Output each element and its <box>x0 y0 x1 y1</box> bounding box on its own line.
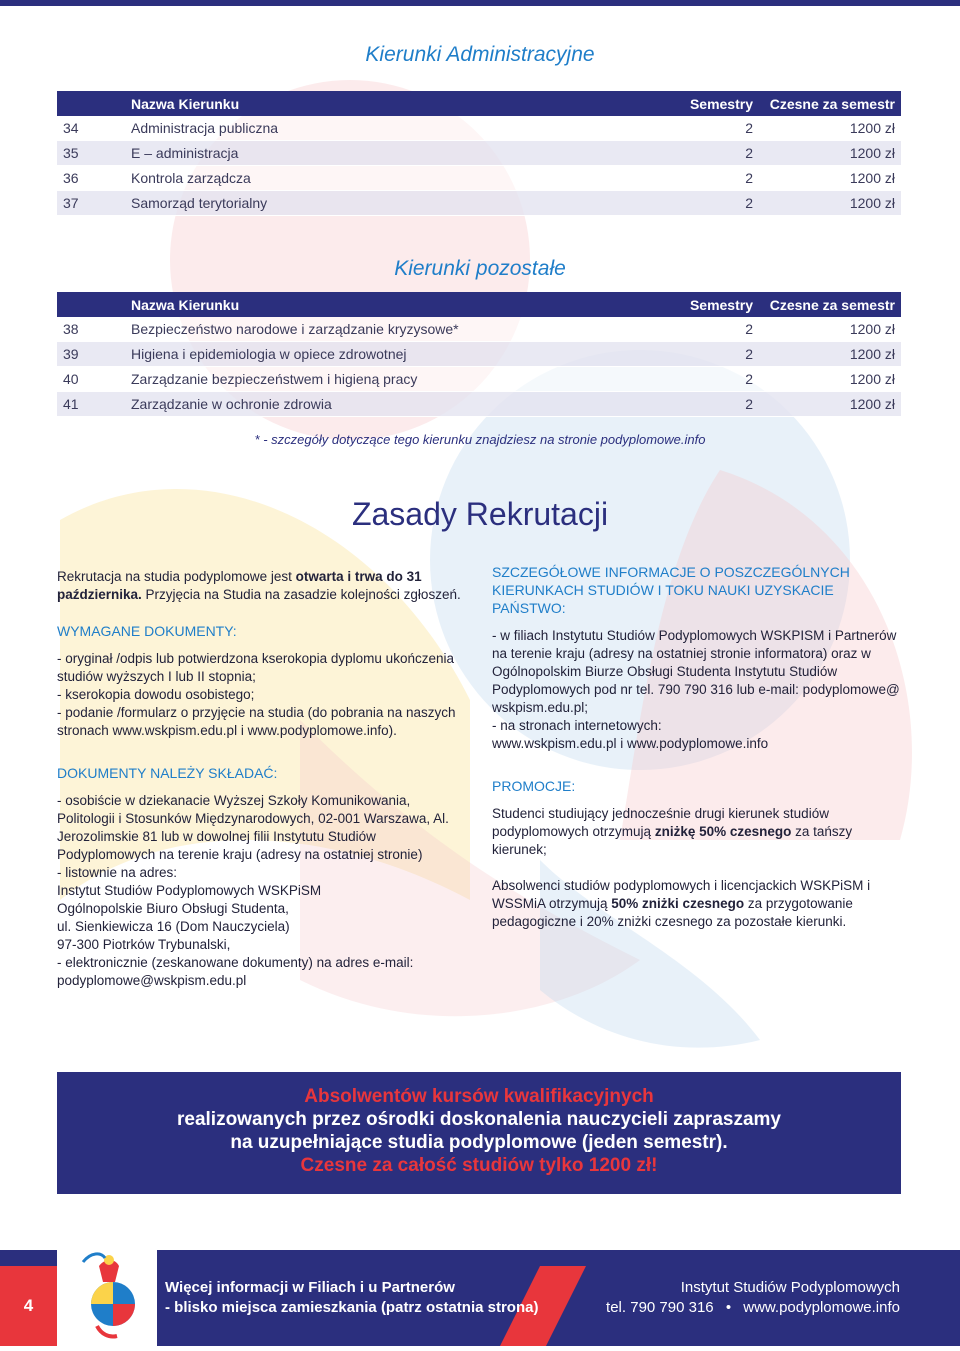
row-number: 36 <box>57 166 125 191</box>
info-line: - na stronach internetowych: <box>492 718 662 733</box>
docs-line: - kserokopia dowodu osobistego; <box>57 687 255 702</box>
intro-text-bold: otwarta i trwa do 31 października. <box>57 569 422 602</box>
row-semesters: 2 <box>663 367 759 392</box>
row-fee: 1200 zł <box>759 116 901 141</box>
docs-line: - podanie /formularz o przyjęcie na studia (do pobrania na naszych stronach www.wskpism.edu.pl i www.podyplomowe.info). <box>57 705 456 738</box>
banner-line-1: Absolwentów kursów kwalifikacyjnych <box>304 1086 654 1107</box>
row-fee: 1200 zł <box>759 367 901 392</box>
info-line: www.wskpism.edu.pl i www.podyplomowe.info <box>492 736 769 751</box>
intro-text-a: Rekrutacja na studia podyplomowe jest <box>57 569 296 584</box>
submit-heading: DOKUMENTY NALEŻY SKŁADAĆ: <box>57 765 278 781</box>
page-number: 4 <box>0 1266 57 1346</box>
row-fee: 1200 zł <box>759 191 901 216</box>
row-number: 39 <box>57 342 125 367</box>
admin-table <box>57 91 901 216</box>
row-semesters: 2 <box>663 191 759 216</box>
submit-line: 97-300 Piotrków Trybunalski, <box>57 937 231 952</box>
promo1-text-b: za tańszy kierunek; <box>492 824 853 857</box>
admin-section-title: Kierunki Administracyjne <box>365 43 595 66</box>
row-fee: 1200 zł <box>759 141 901 166</box>
header-name: Nazwa Kierunku <box>125 292 663 317</box>
submit-line: - listownie na adres: <box>57 865 178 880</box>
docs-heading: WYMAGANE DOKUMENTY: <box>57 623 237 639</box>
bullet-icon: • <box>725 1299 732 1316</box>
submit-line: - elektronicznie (zeskanowane dokumenty) na adres e-mail: podyplomowe@wskpism.edu.pl <box>57 955 414 988</box>
row-name: E – administracja <box>125 141 663 166</box>
row-semesters: 2 <box>663 166 759 191</box>
table-row <box>57 166 901 191</box>
docs-list <box>57 650 462 740</box>
promo1-text-bold: zniżkę 50% czesnego <box>654 824 792 839</box>
right-column <box>492 563 900 931</box>
promo-banner <box>57 1072 901 1194</box>
row-name: Samorząd terytorialny <box>125 191 663 216</box>
row-semesters: 2 <box>663 116 759 141</box>
promo1-text-a: Studenci studiujący jednocześnie drugi kierunek studiów podyplomowych otrzymują <box>492 806 829 839</box>
row-fee: 1200 zł <box>759 342 901 367</box>
row-number: 41 <box>57 392 125 417</box>
info-heading: SZCZEGÓŁOWE INFORMACJE O POSZCZEGÓLNYCH KIERUNKACH STUDIÓW I TOKU NAUKI UZYSKACIE PAŃSTWO: <box>492 564 850 616</box>
header-semesters: Semestry <box>663 292 759 317</box>
table-row <box>57 317 901 342</box>
header-num <box>57 91 125 116</box>
footer-info <box>165 1278 538 1318</box>
row-fee: 1200 zł <box>759 317 901 342</box>
table-row <box>57 392 901 417</box>
footer-contact-line <box>606 1298 900 1318</box>
header-fee: Czesne za semestr <box>759 91 901 116</box>
row-semesters: 2 <box>663 392 759 417</box>
promo2-text-b: za przygotowanie pedagogiczne i 20% zniżki czesnego za pozostałe kierunki. <box>492 896 853 929</box>
promo-heading: PROMOCJE: <box>492 778 576 794</box>
row-semesters: 2 <box>663 342 759 367</box>
footer-info-line-2: - blisko miejsca zamieszkania (patrz ostatnia strona) <box>165 1299 539 1316</box>
row-semesters: 2 <box>663 141 759 166</box>
row-semesters: 2 <box>663 317 759 342</box>
header-semesters: Semestry <box>663 91 759 116</box>
promo2-text-bold: 50% zniżki czesnego <box>611 896 745 911</box>
table-row <box>57 342 901 367</box>
footer-contact <box>606 1278 900 1318</box>
footer-website-link[interactable]: www.podyplomowe.info <box>743 1299 900 1316</box>
left-column <box>57 568 462 990</box>
header-fee: Czesne za semestr <box>759 292 901 317</box>
docs-line: - oryginał /odpis lub potwierdzona kserokopia dyplomu ukończenia studiów wyższych I lub II stopnia; <box>57 651 454 684</box>
table-row <box>57 367 901 392</box>
banner-line-4: Czesne za całość studiów tylko 1200 zł! <box>300 1155 658 1176</box>
table-row <box>57 141 901 166</box>
table-header-row <box>57 292 901 317</box>
submit-line: - osobiście w dziekanacie Wyższej Szkoły Komunikowania, Politologii i Stosunków Międzynarodowych, 02-001 Warszawa, Al. Jerozolimskie 81 lub w dowolnej filii Instytutu Studiów Podyplomowych na terenie kraju (adresy na ostatniej stronie) <box>57 793 449 862</box>
promo-paragraph-1 <box>492 805 900 859</box>
footnote: * - szczegóły dotyczące tego kierunku znajdziesz na stronie podyplomowe.info <box>254 432 706 447</box>
submit-line: ul. Sienkiewicza 16 (Dom Nauczyciela) <box>57 919 290 934</box>
intro-text-b: Przyjęcia na Studia na zasadzie kolejności zgłoszeń. <box>141 587 461 602</box>
submit-line: Instytut Studiów Podyplomowych WSKPiSM <box>57 883 322 898</box>
footer-info-line-1: Więcej informacji w Filiach i u Partnerów <box>165 1279 455 1296</box>
info-list <box>492 627 900 753</box>
submit-line: Ogólnopolskie Biuro Obsługi Studenta, <box>57 901 289 916</box>
intro-paragraph <box>57 568 462 604</box>
promo-paragraph-2 <box>492 877 900 931</box>
row-number: 37 <box>57 191 125 216</box>
other-section-title: Kierunki pozostałe <box>394 257 566 280</box>
submit-list <box>57 792 462 990</box>
logo-icon <box>57 1222 157 1346</box>
other-table <box>57 292 901 417</box>
info-line: - w filiach Instytutu Studiów Podyplomowych WSKPISM i Partnerów na terenie kraju (adresy na ostatniej stronie informatora) oraz w Ogólnopolskim Biurze Obsługi Studenta Instytutu Studiów Podyplomowych pod nr tel. 790 790 316 lub e-mail: podyplomowe@ wskpism.edu.pl; <box>492 628 900 715</box>
row-number: 34 <box>57 116 125 141</box>
promo2-text-a: Absolwenci studiów podyplomowych i licencjackich WSKPiSM i WSSMiA otrzymują <box>492 878 871 911</box>
banner-line-2: realizowanych przez ośrodki doskonalenia nauczycieli zapraszamy <box>176 1109 781 1130</box>
recruitment-title: Zasady Rekrutacji <box>351 496 609 532</box>
row-name: Kontrola zarządcza <box>125 166 663 191</box>
row-name: Zarządzanie bezpieczeństwem i higieną pracy <box>125 367 663 392</box>
footer-institute: Instytut Studiów Podyplomowych <box>680 1279 900 1296</box>
logo <box>57 1222 157 1346</box>
row-name: Administracja publiczna <box>125 116 663 141</box>
row-name: Bezpieczeństwo narodowe i zarządzanie kryzysowe* <box>125 317 663 342</box>
row-name: Zarządzanie w ochronie zdrowia <box>125 392 663 417</box>
row-fee: 1200 zł <box>759 392 901 417</box>
table-header-row <box>57 91 901 116</box>
row-name: Higiena i epidemiologia w opiece zdrowotnej <box>125 342 663 367</box>
row-number: 35 <box>57 141 125 166</box>
table-row <box>57 191 901 216</box>
header-num <box>57 292 125 317</box>
footer-phone: tel. 790 790 316 <box>606 1299 714 1316</box>
table-row <box>57 116 901 141</box>
row-fee: 1200 zł <box>759 166 901 191</box>
row-number: 38 <box>57 317 125 342</box>
banner-line-3: na uzupełniające studia podyplomowe (jeden semestr). <box>230 1132 728 1153</box>
header-name: Nazwa Kierunku <box>125 91 663 116</box>
row-number: 40 <box>57 367 125 392</box>
